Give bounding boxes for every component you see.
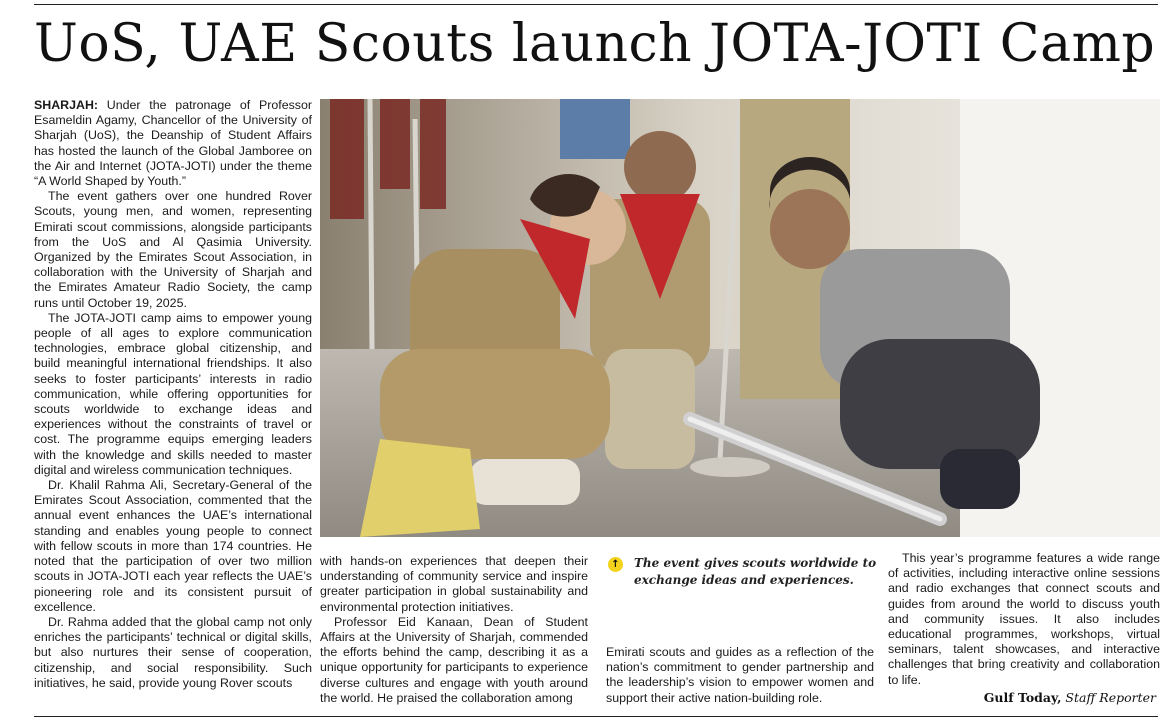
byline-publication: Gulf Today, — [983, 690, 1062, 705]
article-paragraph: Emirati scouts and guides as a reflection of the nation’s commitment to gender partnership and the leadership’s vision to empower women and support their active nation-building role. — [606, 645, 874, 705]
bottom-rule — [34, 716, 1158, 717]
article-paragraph: with hands-on experiences that deepen their understanding of community service and inspire greater participation in global sustainability and environmental protection initiatives. — [320, 554, 588, 614]
article-paragraph: Professor Eid Kanaan, Dean of Student Affairs at the University of Sharjah, commended the efforts behind the camp, describing it as a unique opportunity for participants to experience diverse cultures and engage with youth around the world. He praised the collaboration among — [320, 614, 588, 705]
pull-quote: The event gives scouts worldwide to exchange ideas and experiences. — [634, 556, 877, 587]
headline: UoS, UAE Scouts launch JOTA-JOTI Camp — [34, 14, 1156, 74]
article-column-3 — [606, 645, 874, 706]
article-paragraph: Dr. Khalil Rahma Ali, Secretary-General of the Emirates Scout Association, commented that the annual event enhances the UAE’s international standing and enables young people to connect with fellow scouts in more than 174 countries. He noted that the participation of over two million scouts in JOTA-JOTI each year reflects the UAE’s pioneering role and its consistent pursuit of excellence. — [34, 478, 312, 614]
article-paragraph: This year’s programme features a wide range of activities, including interactive online sessions and radio exchanges that connect scouts and guides from around the world to discuss youth and community issues. It also includes educational programmes, workshops, virtual seminars, talent showcases, and interactive challenges that bring creativity and collaboration to life. — [888, 551, 1160, 687]
scouts-photo-illustration — [320, 99, 1160, 537]
article-column-2 — [320, 554, 588, 706]
article-paragraph: The JOTA-JOTI camp aims to empower young people of all ages to explore communication technologies, embrace global citizenship, and build meaningful international friendships. It also seeks to foster participants’ interests in radio communication, while offering opportunities for scouts worldwide to exchange ideas and experiences without the constraints of travel or cost. The programme equips emerging leaders with the knowledge and skills needed to master digital and wireless communication techniques. — [34, 310, 312, 477]
arrow-up-circle-icon: ↑ — [608, 557, 623, 572]
article-paragraph: The event gathers over one hundred Rover Scouts, young men, and women, representing Emirati scout commissions, alongside participants from the UoS and Al Qasimia University. Organized by the Emirates Scout Association, in collaboration with the University of Sharjah and the Emirates Amateur Radio Society, the camp runs until October 19, 2025. — [34, 189, 312, 310]
article-column-1 — [34, 98, 312, 691]
article-column-4 — [888, 551, 1160, 688]
byline — [984, 690, 1156, 705]
article-paragraph: SHARJAH: Under the patronage of Professor Esameldin Agamy, Chancellor of the University of Sharjah (UoS), the Deanship of Student Affairs has hosted the launch of the Global Jamboree on the Air and Internet (JOTA-JOTI) under the theme “A World Shaped by Youth.” — [34, 98, 312, 189]
news-photo — [320, 99, 1160, 537]
article-paragraph: Dr. Rahma added that the global camp not only enriches the participants’ technical or digital skills, but also nurtures their sense of cooperation, citizenship, and social responsibility. Such initiatives, he said, provide young Rover scouts — [34, 614, 312, 690]
top-rule — [34, 4, 1158, 5]
byline-role: Staff Reporter — [1065, 690, 1156, 705]
dateline: SHARJAH: — [34, 98, 99, 112]
